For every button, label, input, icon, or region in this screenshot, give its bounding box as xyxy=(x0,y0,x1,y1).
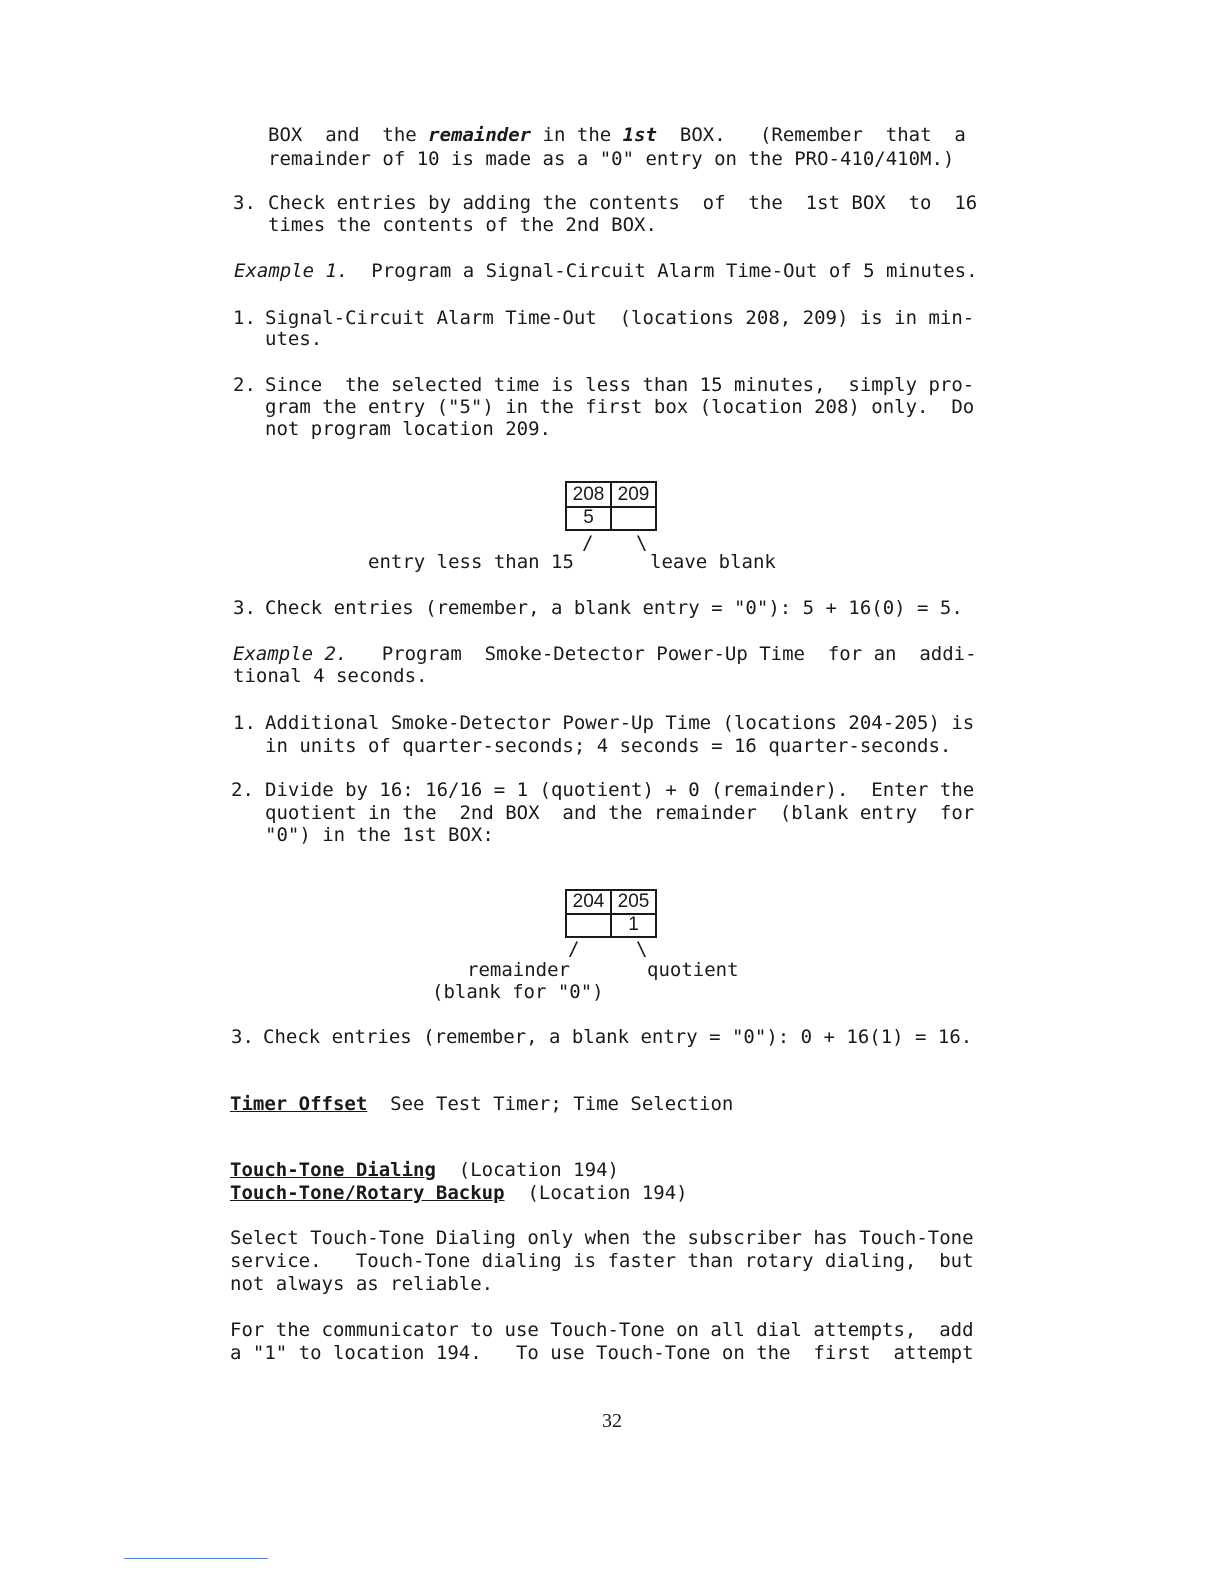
paragraph-line: service. Touch-Tone dialing is faster than rotary dialing, but xyxy=(230,1250,974,1272)
step-text: not program location 209. xyxy=(265,418,551,440)
box-value-right: 1 xyxy=(628,914,639,935)
step-text: quotient in the 2nd BOX and the remainder (blank entry for xyxy=(265,802,975,824)
intro-line-1 xyxy=(268,124,966,146)
footer-rule xyxy=(124,1558,268,1559)
timer-offset-entry xyxy=(230,1093,733,1115)
example-title-cont: tional 4 seconds. xyxy=(233,665,428,687)
box-location-right: 209 xyxy=(617,484,650,505)
location-box-208-209 xyxy=(565,481,657,531)
box-value-left: 5 xyxy=(583,507,594,528)
step-text: Check entries (remember, a blank entry = "0"): 5 + 16(0) = 5. xyxy=(265,597,963,619)
intro-text: in the xyxy=(542,124,612,146)
step-text: Additional Smoke-Detector Power-Up Time (locations 204-205) is xyxy=(265,712,975,734)
paragraph-line: For the communicator to use Touch-Tone on all dial attempts, add xyxy=(230,1319,974,1341)
intro-text: BOX. (Remember that a xyxy=(679,124,966,146)
box-pointer-right: \ xyxy=(636,532,648,554)
step-text: Check entries (remember, a blank entry = "0"): 0 + 16(1) = 16. xyxy=(263,1026,973,1048)
example-label: Example 2. xyxy=(233,643,348,665)
step-number: 2. xyxy=(233,374,256,396)
box-caption-left: entry less than 15 xyxy=(368,551,574,573)
cross-reference: See Test Timer; Time Selection xyxy=(390,1093,734,1115)
box-caption-right: leave blank xyxy=(650,551,776,573)
touch-tone-heading-1 xyxy=(230,1159,619,1181)
paragraph-line: not always as reliable. xyxy=(230,1273,494,1295)
step-text: gram the entry ("5") in the first box (location 208) only. Do xyxy=(265,396,975,418)
box-location-left: 204 xyxy=(572,891,605,912)
box-caption-right: quotient xyxy=(647,959,739,981)
step-text: Signal-Circuit Alarm Time-Out (locations 208, 209) is in min- xyxy=(265,307,975,329)
box-pointer-right: \ xyxy=(636,938,648,960)
paragraph-line: a "1" to location 194. To use Touch-Tone on the first attempt xyxy=(230,1342,974,1364)
step-text: Since the selected time is less than 15 minutes, simply pro- xyxy=(265,374,975,396)
section-heading: Timer Offset xyxy=(230,1093,368,1115)
step-number: 3. xyxy=(233,192,256,214)
box-location-right: 205 xyxy=(617,891,650,912)
step-text: times the contents of the 2nd BOX. xyxy=(268,214,657,236)
location-note: (Location 194) xyxy=(527,1182,688,1204)
section-heading: Touch-Tone Dialing xyxy=(230,1159,436,1181)
example-label: Example 1. xyxy=(234,260,349,282)
box-location-left: 208 xyxy=(572,484,605,505)
step-text: in units of quarter-seconds; 4 seconds = 16 quarter-seconds. xyxy=(265,735,952,757)
box-pointer-left: / xyxy=(582,532,594,554)
location-box-204-205 xyxy=(565,889,657,938)
example2-heading xyxy=(233,643,977,665)
intro-text: BOX and the xyxy=(268,124,417,146)
step-number: 3. xyxy=(231,1026,254,1048)
step-number: 3. xyxy=(233,597,256,619)
step-number: 1. xyxy=(233,307,256,329)
intro-1st-emphasis: 1st xyxy=(622,124,657,146)
example-title: Program a Signal-Circuit Alarm Time-Out of 5 minutes. xyxy=(371,260,978,282)
step-text: "0") in the 1st BOX: xyxy=(265,824,494,846)
step-number: 1. xyxy=(233,712,256,734)
step-text: utes. xyxy=(265,328,323,350)
box-pointer-left: / xyxy=(568,938,580,960)
box-caption-left: remainder xyxy=(467,959,570,981)
box-caption-left-note: (blank for "0") xyxy=(432,981,604,1003)
section-heading: Touch-Tone/Rotary Backup xyxy=(230,1182,505,1204)
example-title: Program Smoke-Detector Power-Up Time for an addi- xyxy=(381,643,977,665)
location-note: (Location 194) xyxy=(458,1159,619,1181)
step-number: 2. xyxy=(231,779,254,801)
step-text: Check entries by adding the contents of the 1st BOX to 16 xyxy=(268,192,978,214)
intro-remainder-emphasis: remainder xyxy=(428,124,532,146)
intro-line-2: remainder of 10 is made as a "0" entry on the PRO-410/410M.) xyxy=(268,148,955,170)
step-text: Divide by 16: 16/16 = 1 (quotient) + 0 (remainder). Enter the xyxy=(265,779,975,801)
paragraph-line: Select Touch-Tone Dialing only when the subscriber has Touch-Tone xyxy=(230,1227,974,1249)
page-number: 32 xyxy=(602,1410,622,1432)
touch-tone-heading-2 xyxy=(230,1182,688,1204)
example1-heading xyxy=(234,260,978,282)
